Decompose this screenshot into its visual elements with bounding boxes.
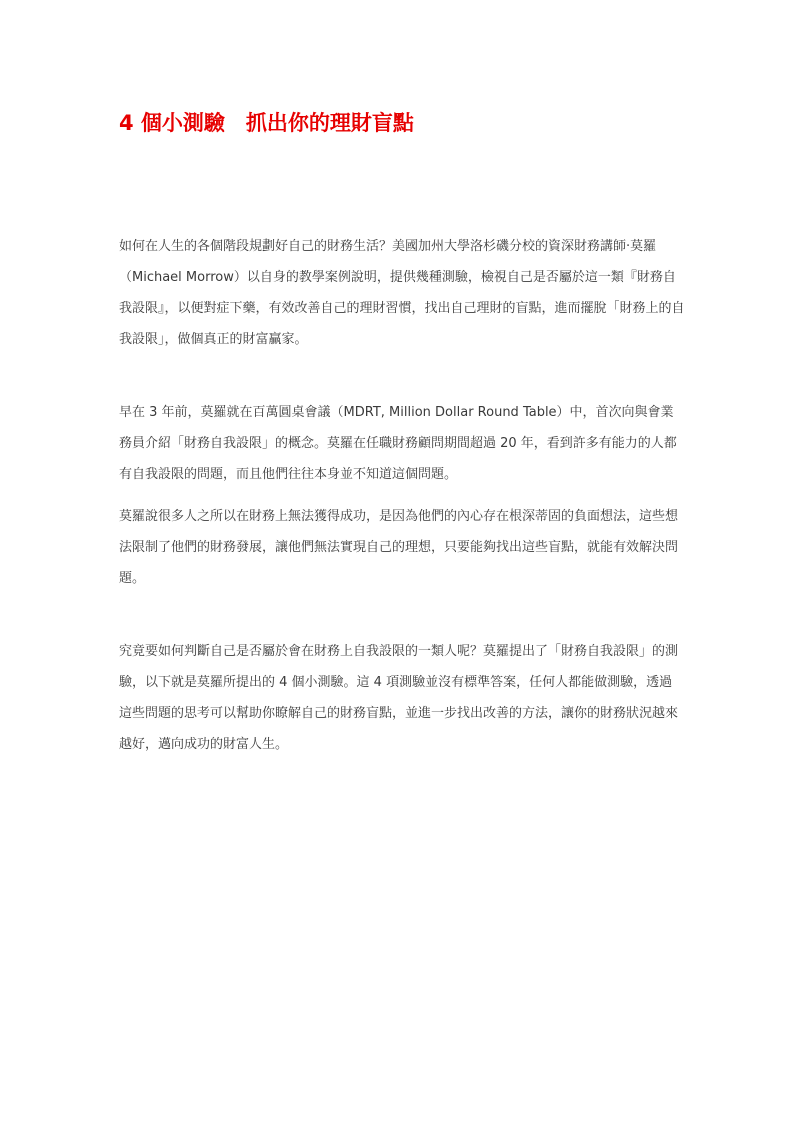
article-paragraph-1: 如何在人生的各個階段規劃好自己的財務生活？美國加州大學洛杉磯分校的資深財務講師‧莫羅（Michael Morrow）以自身的教學案例說明，提供幾種測驗，檢視自己是否屬於這一類『財務自我設限』，以便對症下藥，有效改善自己的理財習慣，找出自己理財的盲點，進而擺脫「財務上的自我設限」，做個真正的財富贏家。 — [119, 239, 685, 347]
article-paragraph-3: 莫羅說很多人之所以在財務上無法獲得成功，是因為他們的內心存在根深蒂固的負面想法，這些想法限制了他們的財務發展，讓他們無法實現自己的理想，只要能夠找出這些盲點，就能有效解決問題。 — [119, 509, 679, 586]
article-paragraph-4: 究竟要如何判斷自己是否屬於會在財務上自我設限的一類人呢？莫羅提出了「財務自我設限」的測驗，以下就是莫羅所提出的 4 個小測驗。這 4 項測驗並沒有標準答案，任何人都能做測驗，透過這些問題的思考可以幫助你瞭解自己的財務盲點，並進一步找出改善的方法，讓你的財務狀況越來越好，邁向成功的財富人生。 — [119, 644, 679, 752]
article-body — [119, 231, 685, 760]
article-title: 4 個小測驗 抓出你的理財盲點 — [119, 111, 414, 135]
article-paragraph-2: 早在 3 年前，莫羅就在百萬圓桌會議（MDRT, Million Dollar Round Table）中，首次向與會業務員介紹「財務自我設限」的概念。莫羅在任職財務顧問期間超過 20 年，看到許多有能力的人都有自我設限的問題，而且他們往往本身並不知道這個問題。 — [119, 405, 677, 482]
